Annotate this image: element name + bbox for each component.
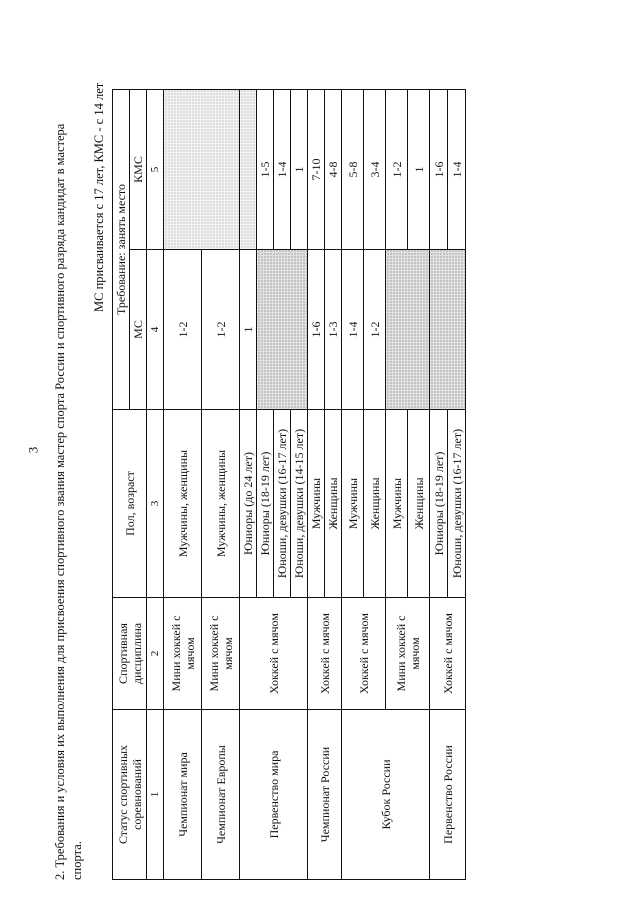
- header-ms: МС: [130, 250, 147, 410]
- table-row: [308, 90, 325, 880]
- header-discipline: Спортивная дисциплина: [113, 598, 147, 710]
- ms-cell: 1-4: [342, 250, 364, 410]
- kms-cell-empty: [240, 90, 257, 250]
- table-row: [240, 90, 257, 880]
- kms-cell-empty: [164, 90, 240, 250]
- ms-cell: 1-2: [364, 250, 386, 410]
- table-row: [164, 90, 202, 880]
- header-kms: КМС: [130, 90, 147, 250]
- kms-cell: 1-2: [386, 90, 408, 250]
- discipline-cell: Мини хоккей с мячом: [164, 598, 202, 710]
- section-heading: 2. Требования и условия их выполнения для присвоения спортивного звания мастер спорта России и спортивного разряда кандидат в мастера спорта.: [53, 123, 84, 880]
- kms-cell: 1-5: [257, 90, 274, 250]
- sex-age-cell: Женщины: [408, 410, 430, 598]
- ms-cell: 1-3: [325, 250, 342, 410]
- kms-cell: 1: [291, 90, 308, 250]
- sex-age-cell: Мужчины: [342, 410, 364, 598]
- index-cell: 5: [147, 90, 164, 250]
- sex-age-cell: Юниоры (до 24 лет): [240, 410, 257, 598]
- ms-cell-empty: [430, 250, 466, 410]
- index-cell: 2: [147, 598, 164, 710]
- sex-age-cell: Женщины: [364, 410, 386, 598]
- kms-cell: 1-6: [430, 90, 448, 250]
- status-cell: Первенство России: [430, 710, 466, 880]
- kms-cell: 1-4: [448, 90, 466, 250]
- status-cell: Чемпионат Европы: [202, 710, 240, 880]
- ms-cell-empty: [386, 250, 430, 410]
- status-cell: Кубок России: [342, 710, 430, 880]
- kms-cell: 5-8: [342, 90, 364, 250]
- ms-cell: 1-2: [164, 250, 202, 410]
- kms-cell: 7-10: [308, 90, 325, 250]
- status-cell: Чемпионат России: [308, 710, 342, 880]
- kms-cell: 1-4: [274, 90, 291, 250]
- header-row: [113, 90, 130, 880]
- kms-cell: 1: [408, 90, 430, 250]
- kms-cell: 3-4: [364, 90, 386, 250]
- header-sex-age: Пол, возраст: [113, 410, 147, 598]
- sex-age-cell: Юноши, девушки (16-17 лет): [274, 410, 291, 598]
- sex-age-cell: Женщины: [325, 410, 342, 598]
- rotated-content: [52, 80, 517, 880]
- age-note: МС присваивается с 17 лет, КМС - с 14 лет: [92, 82, 106, 312]
- sex-age-cell: Юноши, девушки (16-17 лет): [448, 410, 466, 598]
- sex-age-cell: Мужчины, женщины: [164, 410, 202, 598]
- ms-cell: 1: [240, 250, 257, 410]
- status-cell: Чемпионат мира: [164, 710, 202, 880]
- kms-cell: 4-8: [325, 90, 342, 250]
- sex-age-cell: Мужчины, женщины: [202, 410, 240, 598]
- ms-cell: 1-6: [308, 250, 325, 410]
- index-row: [147, 90, 164, 880]
- table-row: [430, 90, 448, 880]
- sex-age-cell: Юноши, девушки (14-15 лет): [291, 410, 308, 598]
- requirements-table: [112, 89, 466, 880]
- page-number: 3: [25, 446, 41, 454]
- index-cell: 4: [147, 250, 164, 410]
- sex-age-cell: Мужчины: [308, 410, 325, 598]
- discipline-cell: Хоккей с мячом: [430, 598, 466, 710]
- index-cell: 1: [147, 710, 164, 880]
- header-status: Статус спортивных соревнований: [113, 710, 147, 880]
- discipline-cell: Хоккей с мячом: [240, 598, 308, 710]
- discipline-cell: Хоккей с мячом: [308, 598, 342, 710]
- index-cell: 3: [147, 410, 164, 598]
- discipline-cell: Хоккей с мячом: [342, 598, 386, 710]
- discipline-cell: Мини хоккей с мячом: [386, 598, 430, 710]
- sex-age-cell: Мужчины: [386, 410, 408, 598]
- status-cell: Первенство мира: [240, 710, 308, 880]
- header-requirement: Требование: занять место: [113, 90, 130, 410]
- sex-age-cell: Юниоры (18-19 лет): [257, 410, 274, 598]
- ms-cell: 1-2: [202, 250, 240, 410]
- ms-cell-empty: [257, 250, 308, 410]
- sex-age-cell: Юниоры (18-19 лет): [430, 410, 448, 598]
- table-row: [342, 90, 364, 880]
- discipline-cell: Мини хоккей с мячом: [202, 598, 240, 710]
